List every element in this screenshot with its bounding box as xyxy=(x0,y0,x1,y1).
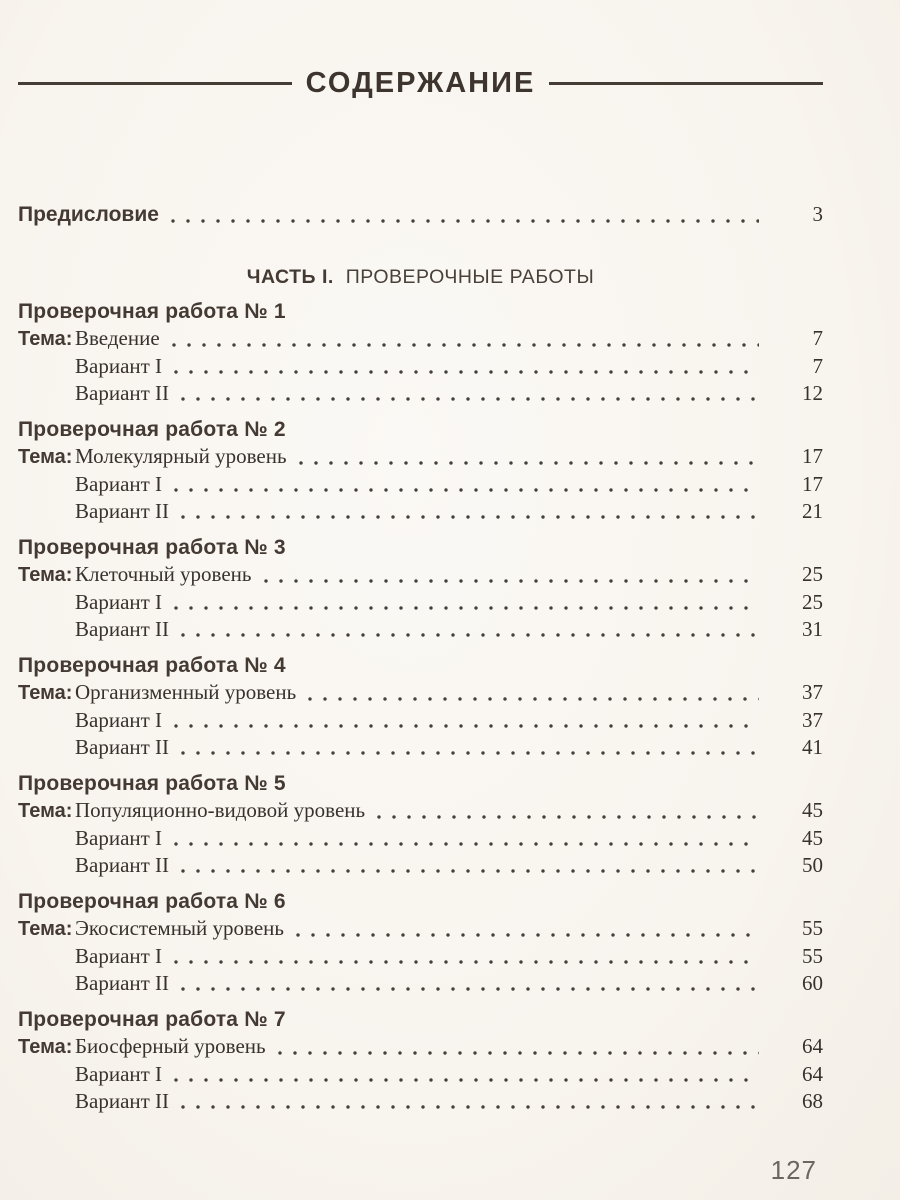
toc-entry-variant-2 xyxy=(18,498,823,525)
variant-label: Вариант II xyxy=(75,499,170,523)
page-number: 25 xyxy=(802,562,823,586)
page-number: 68 xyxy=(802,1089,823,1113)
page-number: 45 xyxy=(802,798,823,822)
toc-entry-variant-1 xyxy=(18,471,823,498)
dot-leader xyxy=(174,724,759,728)
dot-leader xyxy=(174,370,759,374)
section-heading: Проверочная работа № 2 xyxy=(18,418,286,441)
variant-label: Вариант II xyxy=(75,1089,170,1113)
page-number: 17 xyxy=(802,444,823,468)
variant-label: Вариант II xyxy=(75,617,170,641)
toc-section xyxy=(18,419,823,525)
topic-label: Введение xyxy=(75,326,160,350)
variant-label: Вариант I xyxy=(75,944,163,968)
variant-label: Вариант I xyxy=(75,826,163,850)
dot-leader xyxy=(308,697,759,701)
page-number: 45 xyxy=(802,826,823,850)
toc-entry-variant-1 xyxy=(18,589,823,616)
variant-label: Вариант I xyxy=(75,354,163,378)
page-number: 55 xyxy=(802,916,823,940)
contents-header xyxy=(18,66,823,100)
tema-label: Тема: xyxy=(18,918,73,940)
page-number: 12 xyxy=(802,381,823,405)
section-heading: Проверочная работа № 1 xyxy=(18,300,286,323)
dot-leader xyxy=(174,842,759,846)
toc-entry-preface xyxy=(18,200,823,229)
page-number: 64 xyxy=(802,1034,823,1058)
dot-leader xyxy=(174,960,759,964)
page-number: 17 xyxy=(802,472,823,496)
topic-label: Биосферный уровень xyxy=(75,1034,266,1058)
toc-sections xyxy=(18,301,823,1115)
section-heading: Проверочная работа № 5 xyxy=(18,772,286,795)
page-number: 64 xyxy=(802,1062,823,1086)
dot-leader xyxy=(174,606,759,610)
variant-label: Вариант II xyxy=(75,853,170,877)
toc-entry-topic xyxy=(18,443,823,471)
page-number: 7 xyxy=(812,354,823,378)
tema-label: Тема: xyxy=(18,682,73,704)
dot-leader xyxy=(296,933,759,937)
page-number: 25 xyxy=(802,590,823,614)
toc-entry-topic xyxy=(18,915,823,943)
toc-entry-variant-2 xyxy=(18,970,823,997)
variant-label: Вариант II xyxy=(75,735,170,759)
page-number: 60 xyxy=(802,971,823,995)
variant-label: Вариант II xyxy=(75,971,170,995)
toc-section xyxy=(18,1009,823,1115)
page-number: 55 xyxy=(802,944,823,968)
page-number: 3 xyxy=(812,202,823,226)
dot-leader xyxy=(264,579,760,583)
variant-label: Вариант II xyxy=(75,381,170,405)
tema-label: Тема: xyxy=(18,446,73,468)
toc-entry-variant-1 xyxy=(18,707,823,734)
section-heading: Проверочная работа № 3 xyxy=(18,536,286,559)
variant-label: Вариант I xyxy=(75,472,163,496)
topic-label: Экосистемный уровень xyxy=(75,916,284,940)
toc-entry-variant-2 xyxy=(18,852,823,879)
toc-entry-topic xyxy=(18,325,823,353)
page-footer xyxy=(18,1155,823,1186)
section-heading: Проверочная работа № 6 xyxy=(18,890,286,913)
toc-entry-variant-2 xyxy=(18,734,823,761)
dot-leader xyxy=(181,397,759,401)
section-heading: Проверочная работа № 4 xyxy=(18,654,286,677)
tema-label: Тема: xyxy=(18,800,73,822)
toc-section xyxy=(18,773,823,879)
page-number: 7 xyxy=(812,326,823,350)
topic-label: Молекулярный уровень xyxy=(75,444,287,468)
topic-label: Клеточный уровень xyxy=(75,562,252,586)
dot-leader xyxy=(181,751,759,755)
toc-section xyxy=(18,537,823,643)
toc-entry-topic xyxy=(18,561,823,589)
toc-entry-variant-2 xyxy=(18,380,823,407)
tema-label: Тема: xyxy=(18,564,73,586)
preface-label: Предисловие xyxy=(18,203,159,226)
variant-label: Вариант I xyxy=(75,1062,163,1086)
part-heading xyxy=(18,265,823,289)
toc-entry-variant-1 xyxy=(18,353,823,380)
title-rule-left xyxy=(18,82,292,85)
page-number: 41 xyxy=(802,735,823,759)
dot-leader xyxy=(181,869,759,873)
variant-label: Вариант I xyxy=(75,708,163,732)
topic-label: Популяционно-видовой уровень xyxy=(75,798,366,822)
folio-number: 127 xyxy=(770,1155,817,1185)
page-number: 21 xyxy=(802,499,823,523)
toc-entry-topic xyxy=(18,679,823,707)
toc-section xyxy=(18,301,823,407)
dot-leader xyxy=(181,1105,759,1109)
tema-label: Тема: xyxy=(18,1036,73,1058)
dot-leader xyxy=(181,633,759,637)
page-title: СОДЕРЖАНИЕ xyxy=(305,66,536,99)
tema-label: Тема: xyxy=(18,328,73,350)
toc-entry-variant-1 xyxy=(18,825,823,852)
page-number: 37 xyxy=(802,680,823,704)
variant-label: Вариант I xyxy=(75,590,163,614)
page-number: 50 xyxy=(802,853,823,877)
page-number: 31 xyxy=(802,617,823,641)
toc-section xyxy=(18,655,823,761)
dot-leader xyxy=(171,219,759,223)
title-rule-right xyxy=(549,82,823,85)
toc-entry-variant-1 xyxy=(18,943,823,970)
dot-leader xyxy=(278,1051,759,1055)
toc-entry-topic xyxy=(18,1033,823,1061)
topic-label: Организменный уровень xyxy=(75,680,297,704)
toc-entry-variant-1 xyxy=(18,1061,823,1088)
dot-leader xyxy=(172,343,759,347)
toc-section xyxy=(18,891,823,997)
page-number: 37 xyxy=(802,708,823,732)
toc-entry-variant-2 xyxy=(18,616,823,643)
part-label: ЧАСТЬ I. xyxy=(246,266,334,288)
dot-leader xyxy=(181,515,759,519)
dot-leader xyxy=(299,461,759,465)
toc-entry-variant-2 xyxy=(18,1088,823,1115)
dot-leader xyxy=(377,815,759,819)
section-heading: Проверочная работа № 7 xyxy=(18,1008,286,1031)
toc-entry-topic xyxy=(18,797,823,825)
dot-leader xyxy=(181,987,759,991)
dot-leader xyxy=(174,488,759,492)
part-title: ПРОВЕРОЧНЫЕ РАБОТЫ xyxy=(345,266,595,288)
dot-leader xyxy=(174,1078,759,1082)
